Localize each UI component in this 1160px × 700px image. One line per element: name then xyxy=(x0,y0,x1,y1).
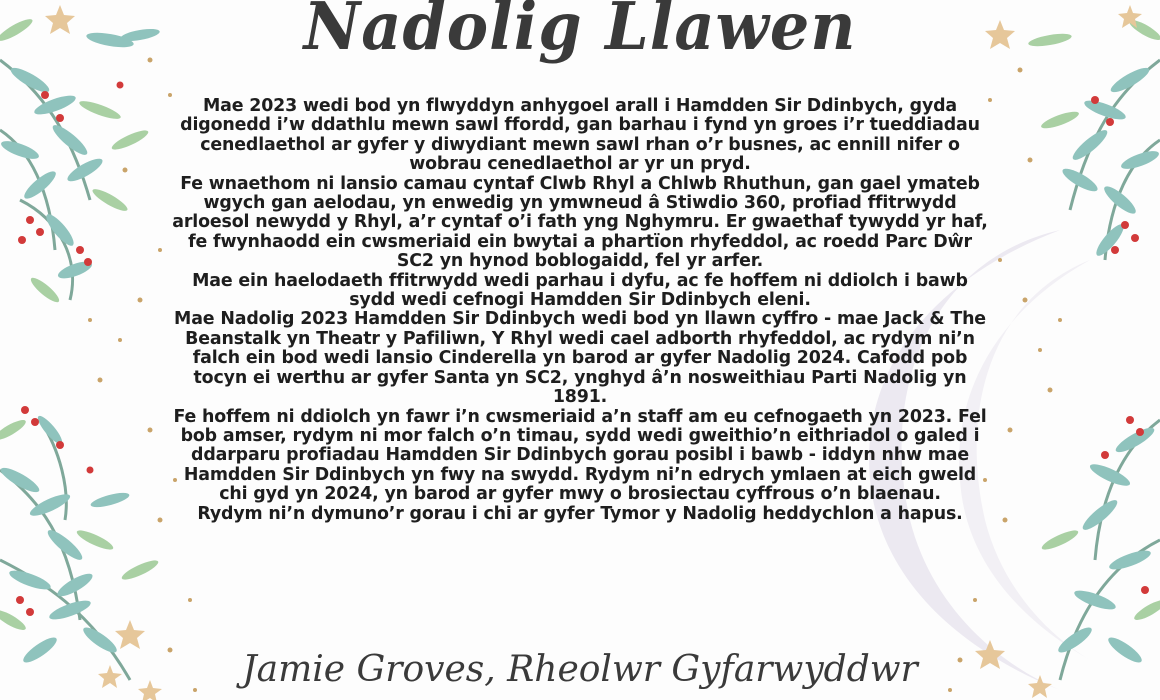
message-paragraph: Mae Nadolig 2023 Hamdden Sir Ddinbych wedi bod yn llawn cyffro - mae Jack & The Beanstalk yn Theatr y Pafiliwn, Y Rhyl wedi cael adborth rhyfeddol, ac rydym ni’n falch ein bod wedi lansio Cinderella yn barod ar gyfer Nadolig 2024. Cafodd pob tocyn ei werthu ar gyfer Santa yn SC2, ynghyd â’n nosweithiau Parti Nadolig yn 1891. xyxy=(174,309,986,408)
message-paragraph: Mae 2023 wedi bod yn flwyddyn anhygoel arall i Hamdden Sir Ddinbych, gyda digonedd i’w ddathlu mewn sawl ffordd, gan barhau i fynd yn groes i’r tueddiadau cenedlaethol ar gyfer y diwydiant mewn sawl rhan o’r busnes, ac ennill nifer o wobrau cenedlaethol ar yr un pryd. xyxy=(180,96,980,175)
message-paragraph: Fe hoffem ni ddiolch yn fawr i’n cwsmeriaid a’n staff am eu cefnogaeth yn 2023. Fel bob amser, rydym ni mor falch o’n timau, sydd wedi gweithio’n eithriadol o galed i ddarparu profiadau Hamdden Sir Ddinbych gorau posibl i bawb - iddyn nhw mae Hamdden Sir Ddinbych yn fwy na swydd. Rydym ni’n edrych ymlaen at eich gweld chi gyd yn 2024, yn barod ar gyfer mwy o brosiectau cyffrous o’n blaenau. xyxy=(173,406,987,505)
card-title: Nadolig Llawen xyxy=(303,0,857,65)
message-paragraph: Mae ein haelodaeth ffitrwydd wedi parhau i dyfu, ac fe hoffem ni ddiolch i bawb sydd wedi cefnogi Hamdden Sir Ddinbych eleni. xyxy=(192,270,968,311)
card-message xyxy=(170,97,990,524)
signature: Jamie Groves, Rheolwr Gyfarwyddwr xyxy=(242,649,918,690)
message-paragraph: Rydym ni’n dymuno’r gorau i chi ar gyfer Tymor y Nadolig heddychlon a hapus. xyxy=(197,503,963,524)
message-paragraph: Fe wnaethom ni lansio camau cyntaf Clwb Rhyl a Chlwb Rhuthun, gan gael ymateb wgych gan aelodau, yn enwedig yn ymwneud â Stiwdio 360, profiad ffitrwydd arloesol newydd y Rhyl, a’r cyntaf o’i fath yng Nghymru. Er gwaethaf tywydd yr haf, fe fwynhaodd ein cwsmeriaid ein bwytai a phartïon rhyfeddol, ac roedd Parc Dŵr SC2 yn hynod boblogaidd, fel yr arfer. xyxy=(172,173,988,272)
